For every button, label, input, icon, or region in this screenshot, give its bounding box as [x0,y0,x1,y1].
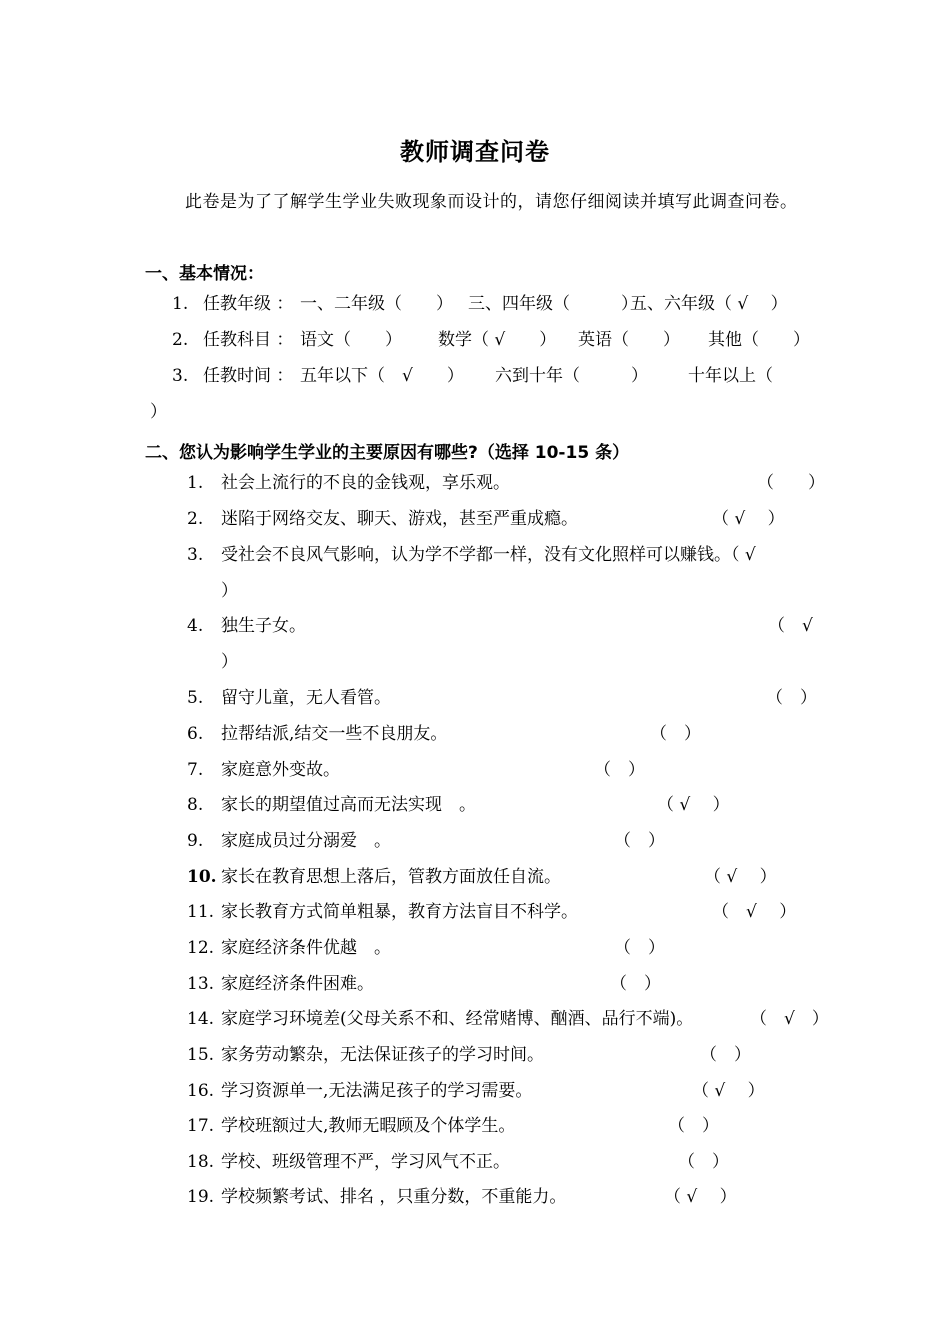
answer-checkbox: （ ） [668,1116,719,1136]
reason-text: 学校频繁考试、排名 ，只重分数，不重能力。 [221,1187,567,1207]
page-title: 教师调查问卷 [400,138,550,166]
answer-checkbox: （ ） [757,473,825,493]
item-label: 任教年级 ： [203,294,294,314]
answer-checkbox: （ √ ） [750,1009,829,1029]
answer-checkbox: （ ） [614,831,665,851]
reason-text: 家庭经济条件困难。 [221,974,374,994]
reason-number: 3. [187,545,204,565]
reason-text: 学校班额过大,教师无暇顾及个体学生。 [221,1116,516,1136]
answer-checkbox: （ √ ） [692,1081,765,1101]
reason-number: 1. [187,473,204,493]
reason-number: 5. [187,688,204,708]
reason-text: 留守儿童，无人看管。 [221,688,391,708]
reason-number: 2. [187,509,204,529]
reason-text: 家庭意外变故。 [221,760,340,780]
wrap-paren: ） [221,581,238,601]
reason-text: 迷陷于网络交友、聊天、游戏，甚至严重成瘾。 [221,509,578,529]
answer-checkbox: （ ） [700,1045,751,1065]
option-chinese: 语文（ ） [300,330,402,350]
reason-number: 14. [187,1009,215,1029]
reason-text: 学习资源单一,无法满足孩子的学习需要。 [221,1081,533,1101]
option-grade-5-6: 五、六年级（ √ ） [630,294,788,314]
wrap-paren: ） [150,402,167,422]
reason-number: 18. [187,1152,215,1172]
intro-paragraph: 此卷是为了了解学生学业失败现象而设计的，请您仔细阅读并填写此调查问卷。 [185,192,798,212]
item-label: 任教科目 ： [203,330,294,350]
reason-number: 19. [187,1187,215,1207]
answer-checkbox: （ ） [614,938,665,958]
reason-text: 社会上流行的不良的金钱观，享乐观。 [221,473,510,493]
reason-text: 家庭成员过分溺爱 。 [221,831,391,851]
answer-checkbox: （ √ ） [657,795,730,815]
answer-checkbox: （ √ ） [704,867,777,887]
reason-text: 家务劳动繁杂，无法保证孩子的学习时间。 [221,1045,544,1065]
item-number: 2. [172,330,189,350]
answer-checkbox: （ ） [766,688,817,708]
item-number: 1. [172,294,189,314]
option-under-5: 五年以下（ √ ） [300,366,464,386]
wrap-paren: ） [221,652,238,672]
reason-number: 17. [187,1116,215,1136]
reason-text: 独生子女。 [221,616,306,636]
reason-text: 拉帮结派,结交一些不良朋友。 [221,724,448,744]
reason-number: 16. [187,1081,215,1101]
answer-checkbox: （ √ ） [664,1187,737,1207]
reason-text: 受社会不良风气影响，认为学不学都一样，没有文化照样可以赚钱。（ √ [221,545,756,565]
reason-text: 家长的期望值过高而无法实现 。 [221,795,476,815]
option-other: 其他（ ） [708,330,810,350]
reason-number: 13. [187,974,215,994]
option-over-10: 十年以上（ [688,366,773,386]
reason-number: 10. [187,867,217,887]
reason-number: 8. [187,795,204,815]
reason-text: 家长教育方式简单粗暴，教育方法盲目不科学。 [221,902,578,922]
reason-number: 6. [187,724,204,744]
section2-heading: 二、您认为影响学生学业的主要原因有哪些?（选择 10-15 条） [145,443,630,463]
option-grade-3-4: 三、四年级（ ） [468,294,638,314]
reason-number: 9. [187,831,204,851]
item-number: 3. [172,366,189,386]
answer-checkbox: （ ） [678,1152,729,1172]
reason-number: 11. [187,902,215,922]
section1-heading: 一、基本情况： [145,264,264,284]
answer-checkbox: （ √ ） [712,902,797,922]
option-math: 数学（ √ ） [438,330,557,350]
reason-number: 15. [187,1045,215,1065]
reason-number: 4. [187,616,204,636]
reason-text: 家长在教育思想上落后，管教方面放任自流。 [221,867,561,887]
reason-text: 学校、班级管理不严，学习风气不正。 [221,1152,510,1172]
option-english: 英语（ ） [578,330,680,350]
answer-checkbox: （ √ ） [712,509,785,529]
reason-text: 家庭学习环境差(父母关系不和、经常赌博、酗酒、品行不端)。 [221,1009,694,1029]
option-grade-1-2: 一、二年级（ ） [300,294,453,314]
answer-checkbox: （ ） [594,760,645,780]
answer-checkbox: （ √ [768,616,813,636]
item-label: 任教时间 ： [203,366,294,386]
reason-number: 12. [187,938,215,958]
reason-text: 家庭经济条件优越 。 [221,938,391,958]
option-6-to-10: 六到十年（ ） [495,366,648,386]
answer-checkbox: （ ） [650,724,701,744]
answer-checkbox: （ ） [610,974,661,994]
reason-number: 7. [187,760,204,780]
